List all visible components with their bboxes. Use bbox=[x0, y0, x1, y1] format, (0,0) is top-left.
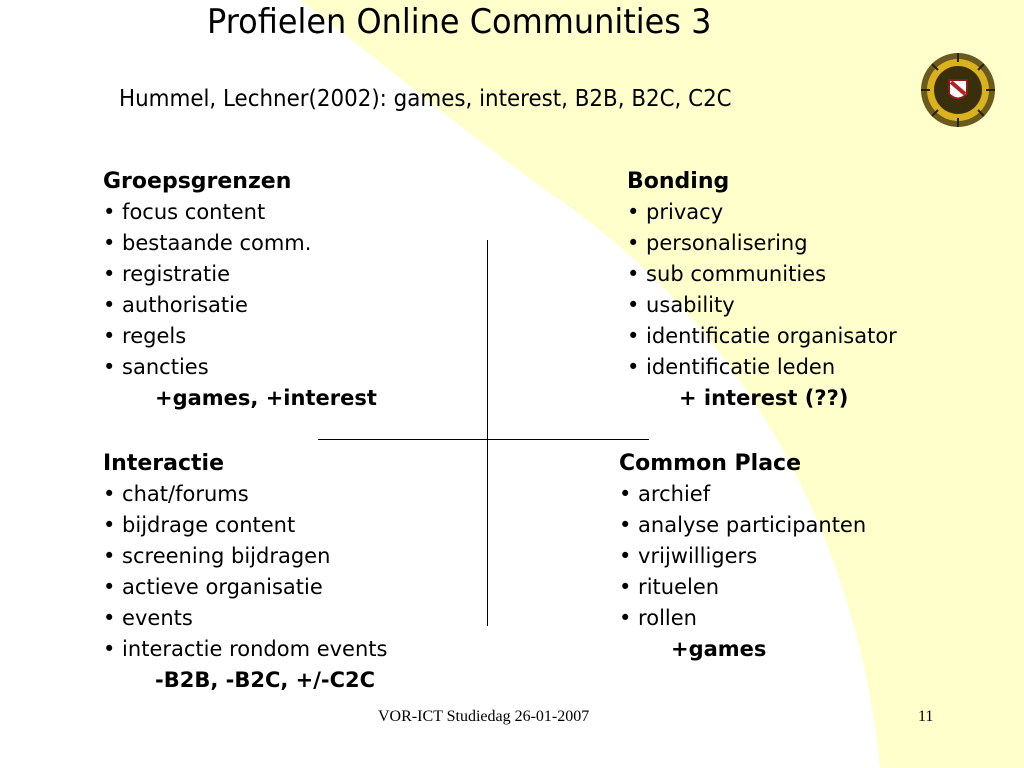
list-item: • privacy bbox=[627, 200, 724, 224]
list-item: • rituelen bbox=[619, 575, 720, 599]
horizontal-divider bbox=[318, 439, 649, 440]
list-item: • vrijwilligers bbox=[619, 544, 758, 568]
list-item: • authorisatie bbox=[103, 293, 248, 317]
quadrant-tag: +games, +interest bbox=[155, 386, 377, 410]
list-item: • personalisering bbox=[627, 231, 808, 255]
quadrant-tag: +games bbox=[671, 637, 767, 661]
quadrant-bonding bbox=[627, 166, 897, 414]
list-item: • identificatie organisator bbox=[627, 324, 897, 348]
quadrant-heading: Bonding bbox=[627, 169, 730, 194]
university-seal-icon bbox=[918, 50, 998, 130]
list-item: • focus content bbox=[103, 200, 266, 224]
quadrant-tag: -B2B, -B2C, +/-C2C bbox=[155, 668, 376, 692]
list-item: • screening bijdragen bbox=[103, 544, 331, 568]
quadrant-interactie bbox=[103, 448, 387, 696]
list-item: • bijdrage content bbox=[103, 513, 296, 537]
list-item: • identificatie leden bbox=[627, 355, 836, 379]
slide-subtitle: Hummel, Lechner(2002): games, interest, B2B, B2C, C2C bbox=[119, 86, 732, 112]
list-item: • interactie rondom events bbox=[103, 637, 388, 661]
list-item: • registratie bbox=[103, 262, 230, 286]
list-item: • usability bbox=[627, 293, 735, 317]
quadrant-common-place bbox=[619, 448, 866, 665]
list-item: • bestaande comm. bbox=[103, 231, 312, 255]
list-item: • sancties bbox=[103, 355, 209, 379]
quadrant-tag: + interest (??) bbox=[679, 386, 849, 410]
list-item: • sub communities bbox=[627, 262, 827, 286]
quadrant-groepsgrenzen bbox=[103, 166, 377, 414]
quadrant-heading: Groepsgrenzen bbox=[103, 169, 292, 194]
list-item: • events bbox=[103, 606, 193, 630]
list-item: • analyse participanten bbox=[619, 513, 867, 537]
page-number: 11 bbox=[918, 708, 934, 725]
list-item: • regels bbox=[103, 324, 187, 348]
slide-footer: VOR-ICT Studiedag 26-01-2007 bbox=[378, 708, 590, 725]
vertical-divider bbox=[487, 240, 488, 626]
list-item: • chat/forums bbox=[103, 482, 249, 506]
list-item: • actieve organisatie bbox=[103, 575, 323, 599]
quadrant-heading: Interactie bbox=[103, 451, 224, 476]
quadrant-heading: Common Place bbox=[619, 451, 802, 476]
list-item: • archief bbox=[619, 482, 711, 506]
list-item: • rollen bbox=[619, 606, 697, 630]
slide-title: Profielen Online Communities 3 bbox=[207, 2, 712, 42]
